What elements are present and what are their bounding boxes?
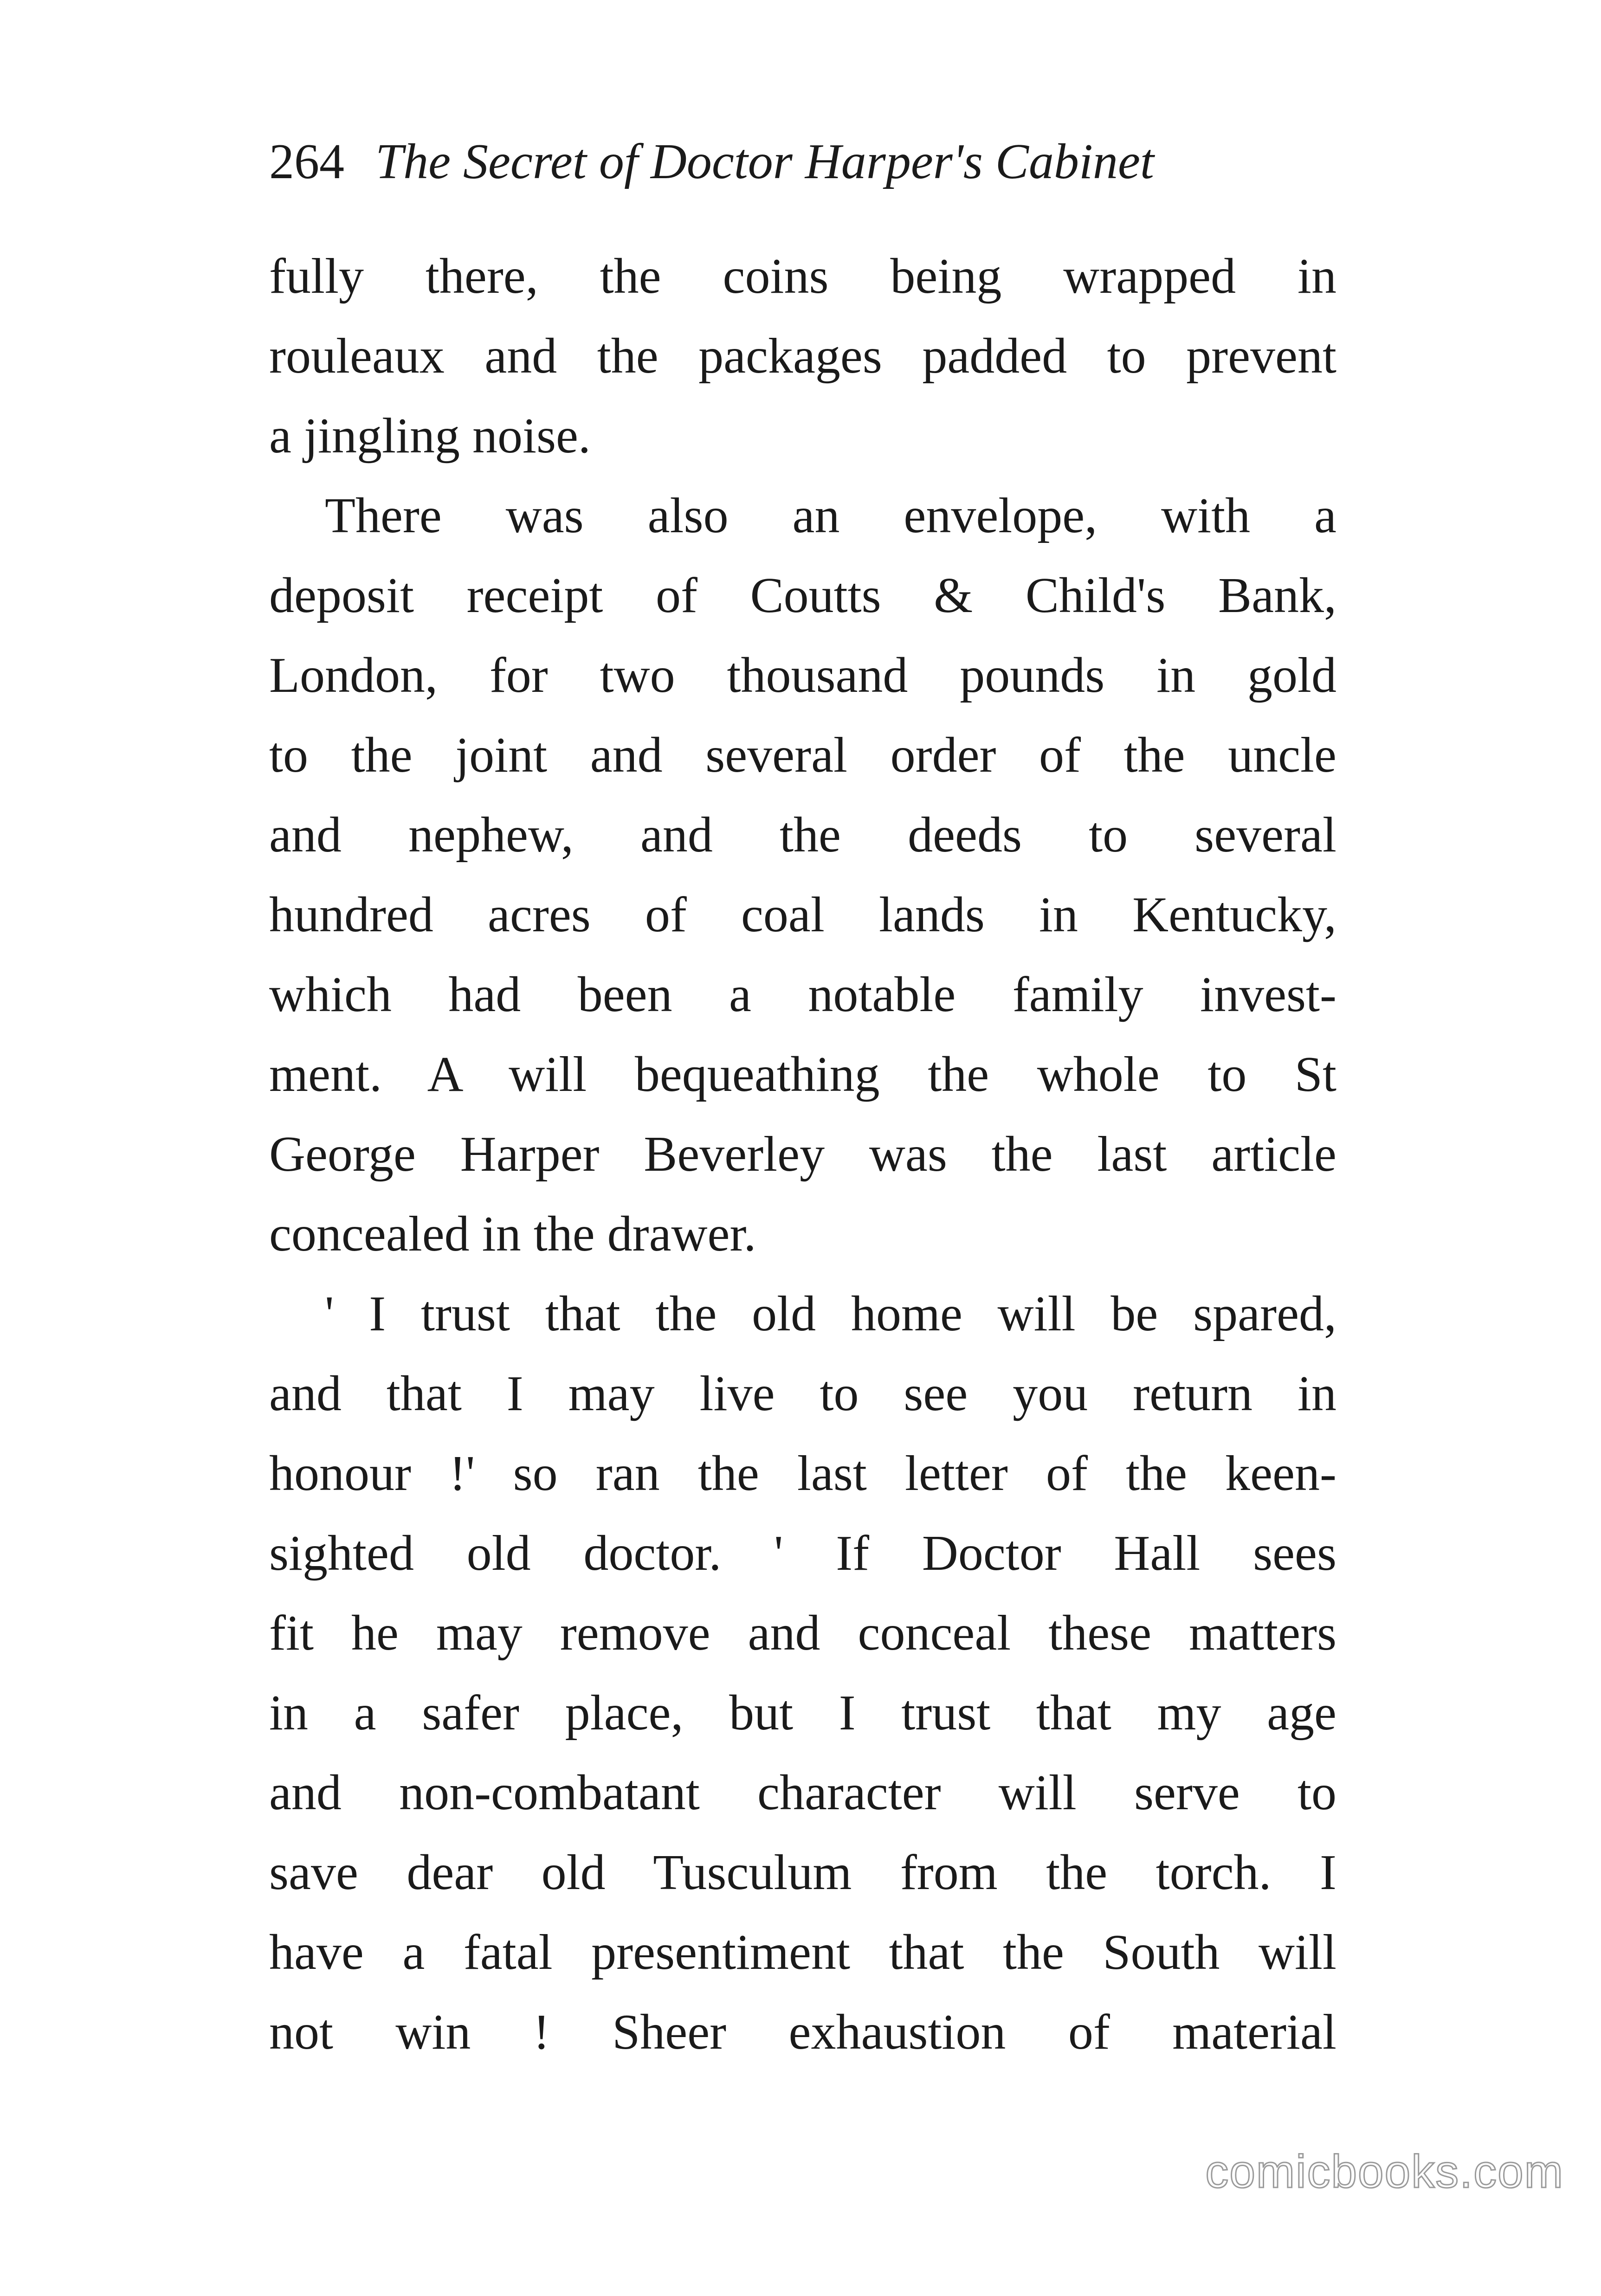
text-line: concealed in the drawer. bbox=[269, 1206, 756, 1262]
text-line: deposit receipt of Coutts & Child's Bank, bbox=[269, 568, 1336, 623]
text-line: a jingling noise. bbox=[269, 408, 591, 464]
text-line: not win ! Sheer exhaustion of material bbox=[269, 2005, 1336, 2060]
text-line: hundred acres of coal lands in Kentucky, bbox=[269, 887, 1336, 942]
text-line: in a safer place, but I trust that my age bbox=[269, 1685, 1336, 1741]
text-line: which had been a notable family invest- bbox=[269, 967, 1336, 1022]
text-line: London, for two thousand pounds in gold bbox=[269, 648, 1336, 703]
text-line: fit he may remove and conceal these matters bbox=[269, 1606, 1336, 1661]
text-line: and non-combatant character will serve to bbox=[269, 1765, 1336, 1820]
text-line: ' I trust that the old home will be spared, bbox=[325, 1286, 1336, 1341]
watermark: comicbooks.com bbox=[1205, 2146, 1564, 2198]
text-line: honour !' so ran the last letter of the keen- bbox=[269, 1446, 1336, 1501]
text-line: to the joint and several order of the uncle bbox=[269, 728, 1336, 783]
text-line: and that I may live to see you return in bbox=[269, 1366, 1336, 1421]
text-line: There was also an envelope, with a bbox=[325, 488, 1336, 543]
running-title: The Secret of Doctor Harper's Cabinet bbox=[375, 134, 1154, 189]
running-head bbox=[269, 135, 1336, 190]
text-line: sighted old doctor. ' If Doctor Hall sees bbox=[269, 1526, 1336, 1581]
text-line: George Harper Beverley was the last article bbox=[269, 1127, 1336, 1182]
text-line: fully there, the coins being wrapped in bbox=[269, 249, 1336, 304]
text-line: save dear old Tusculum from the torch. I bbox=[269, 1845, 1336, 1900]
text-line: and nephew, and the deeds to several bbox=[269, 807, 1336, 863]
text-line: ment. A will bequeathing the whole to St bbox=[269, 1047, 1336, 1102]
text-line: have a fatal presentiment that the South will bbox=[269, 1925, 1336, 1980]
body-text bbox=[269, 237, 1336, 2072]
text-line: rouleaux and the packages padded to prevent bbox=[269, 329, 1336, 384]
page-number: 264 bbox=[269, 134, 344, 189]
